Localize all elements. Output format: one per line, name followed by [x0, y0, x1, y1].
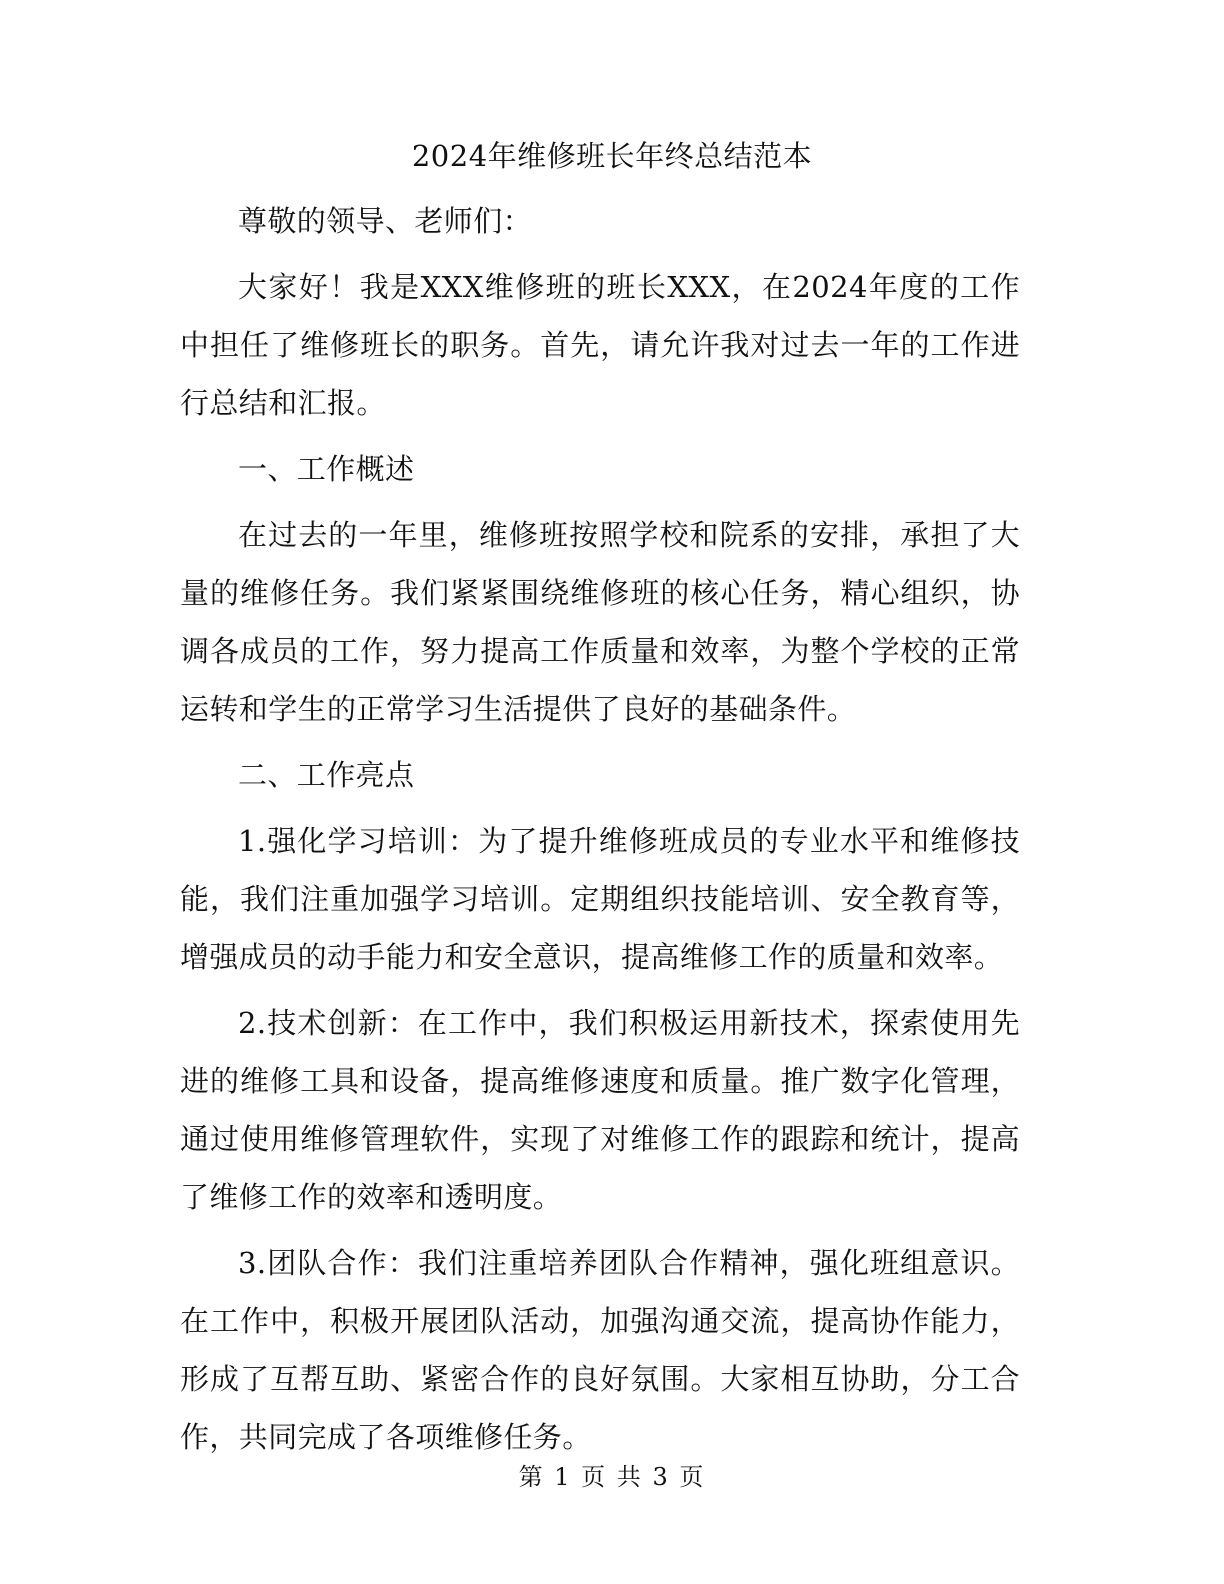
section-heading-overview: 一、工作概述 — [238, 452, 415, 486]
intro-paragraph: 大家好！我是XXX维修班的班长XXX，在2024年度的工作中担任了维修班长的职务。首先，请允许我对过去一年的工作进行总结和汇报。 — [180, 270, 1020, 420]
page-number-footer: 第 1 页 共 3 页 — [518, 1463, 706, 1491]
highlight-item-teamwork: 3.团队合作：我们注重培养团队合作精神，强化班组意识。在工作中，积极开展团队活动，加强沟通交流，提高协作能力，形成了互帮互助、紧密合作的良好氛围。大家相互协助，分工合作，共同完成了各项维修任务。 — [180, 1246, 1020, 1454]
highlight-item-training: 1.强化学习培训：为了提升维修班成员的专业水平和维修技能，我们注重加强学习培训。定期组织技能培训、安全教育等，增强成员的动手能力和安全意识，提高维修工作的质量和效率。 — [180, 824, 1020, 974]
salutation-paragraph: 尊敬的领导、老师们： — [238, 204, 533, 238]
document-body — [180, 192, 1020, 1466]
section-heading-highlights: 二、工作亮点 — [238, 758, 415, 792]
document-title: 2024年维修班长年终总结范本 — [411, 139, 813, 173]
overview-paragraph: 在过去的一年里，维修班按照学校和院系的安排，承担了大量的维修任务。我们紧紧围绕维修班的核心任务，精心组织，协调各成员的工作，努力提高工作质量和效率，为整个学校的正常运转和学生的正常学习生活提供了良好的基础条件。 — [180, 518, 1020, 726]
highlight-item-innovation: 2.技术创新：在工作中，我们积极运用新技术，探索使用先进的维修工具和设备，提高维修速度和质量。推广数字化管理，通过使用维修管理软件，实现了对维修工作的跟踪和统计，提高了维修工作的效率和透明度。 — [180, 1006, 1020, 1214]
